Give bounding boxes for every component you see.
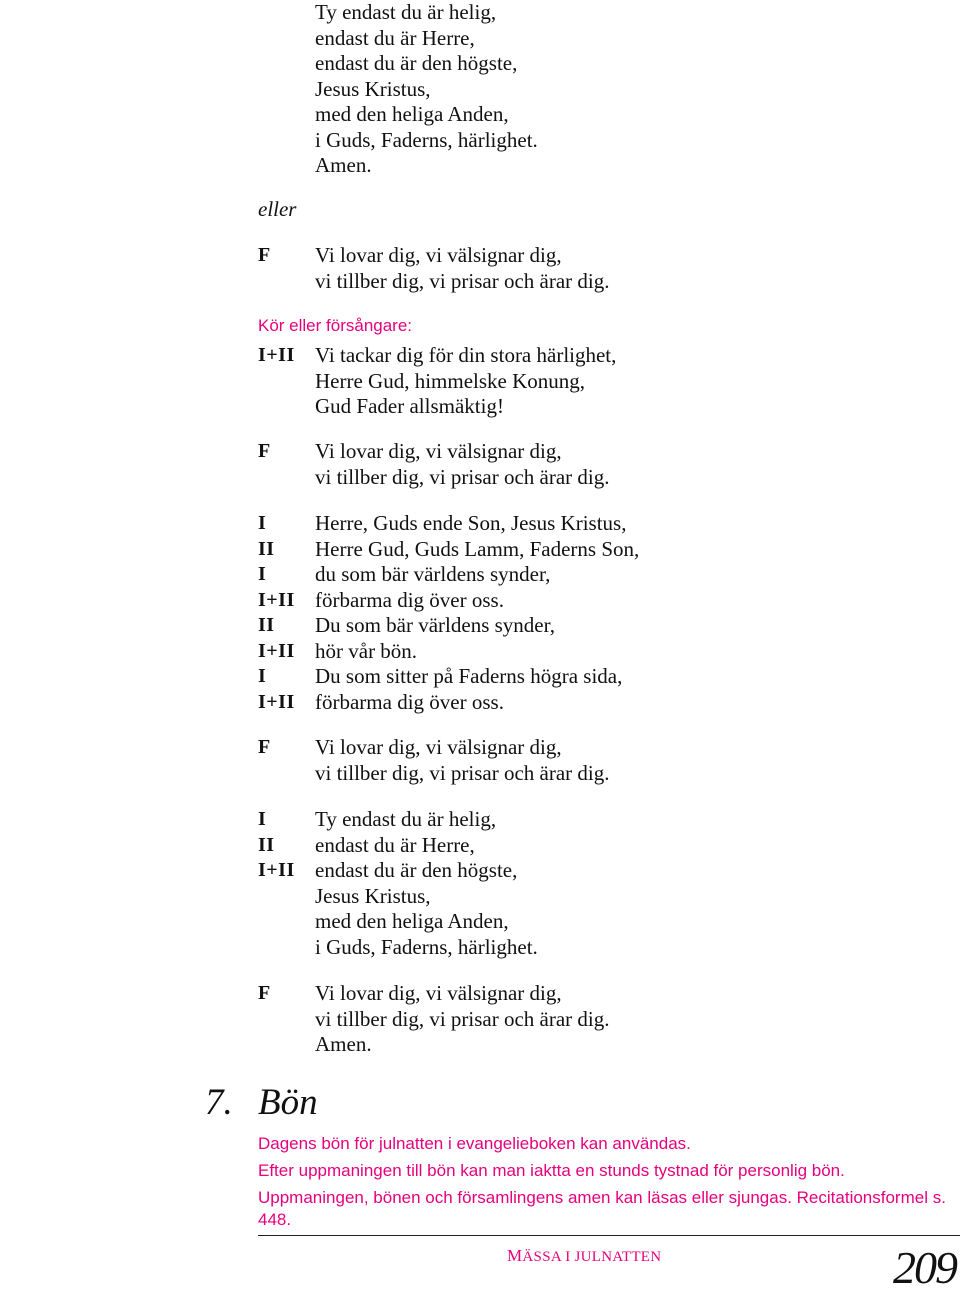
litany-line: förbarma dig över oss. (315, 689, 504, 714)
doxology-top-line: i Guds, Faderns, härlighet. (315, 127, 538, 152)
refrain-line: vi tillber dig, vi prisar och ärar dig. (315, 1006, 610, 1031)
choir-heading: Kör eller försångare: (258, 316, 413, 335)
voice-label: II (258, 537, 275, 560)
doxology-top-line: endast du är den högste, (315, 51, 518, 75)
running-footer-rest: ÄSSA I JULNATTEN (522, 1249, 662, 1265)
refrain-line: Vi lovar dig, vi välsignar dig, (315, 439, 562, 463)
section-number: 7. (205, 1082, 233, 1123)
refrain-line: vi tillber dig, vi prisar och ärar dig. (315, 464, 610, 489)
voice-label: I+II (258, 588, 295, 611)
voice-label: I (258, 665, 267, 687)
voice-label: I+II (258, 639, 295, 662)
doxology-line: Jesus Kristus, (315, 883, 431, 908)
litany-line: du som bär världens synder, (315, 562, 551, 586)
litany-line: Du som bär världens synder, (315, 613, 556, 637)
voice-label: II (258, 833, 275, 856)
rubric-text: Dagens bön för julnatten i evangelieboken kan användas. (258, 1134, 691, 1153)
voice-label: I+II (258, 344, 295, 366)
doxology-line: endast du är Herre, (315, 832, 475, 857)
thanks-line: Vi tackar dig för din stora härlighet, (315, 343, 617, 367)
refrain-line: Amen. (315, 1032, 372, 1056)
thanks-line: Herre Gud, himmelske Konung, (315, 368, 586, 393)
footer-rule (258, 1235, 960, 1236)
refrain-line: vi tillber dig, vi prisar och ärar dig. (315, 760, 610, 785)
voice-label: I (258, 808, 267, 830)
doxology-top-line: endast du är Herre, (315, 25, 475, 50)
doxology-line: i Guds, Faderns, härlighet. (315, 934, 538, 959)
alternative-marker: eller (258, 197, 297, 221)
doxology-line: med den heliga Anden, (315, 909, 509, 933)
refrain-line: Vi lovar dig, vi välsignar dig, (315, 735, 562, 759)
refrain-line: Vi lovar dig, vi välsignar dig, (315, 243, 562, 267)
doxology-line: Ty endast du är helig, (315, 807, 497, 831)
voice-label: F (258, 736, 271, 758)
voice-label: II (258, 614, 275, 636)
doxology-top-line: Ty endast du är helig, (315, 0, 497, 24)
doxology-top-line: Amen. (315, 153, 372, 177)
thanks-line: Gud Fader allsmäktig! (315, 394, 504, 418)
page-number: 209 (893, 1242, 956, 1293)
rubric-text: Uppmaningen, bönen och församlingens amen kan läsas eller sjungas. Recitationsformel s. 448. (258, 1188, 946, 1229)
refrain-line: Vi lovar dig, vi välsignar dig, (315, 981, 562, 1005)
doxology-line: endast du är den högste, (315, 858, 518, 882)
litany-line: Du som sitter på Faderns högra sida, (315, 664, 623, 688)
refrain-line: vi tillber dig, vi prisar och ärar dig. (315, 268, 610, 293)
voice-label: I+II (258, 690, 295, 713)
voice-label: I+II (258, 859, 295, 881)
doxology-top-line: Jesus Kristus, (315, 76, 431, 101)
litany-line: hör vår bön. (315, 638, 418, 663)
voice-label: F (258, 982, 271, 1004)
litany-line: Herre Gud, Guds Lamm, Faderns Son, (315, 536, 640, 561)
litany-line: förbarma dig över oss. (315, 587, 504, 612)
voice-label: F (258, 244, 271, 266)
litany-line: Herre, Guds ende Son, Jesus Kristus, (315, 511, 627, 535)
running-footer-initial: M (507, 1246, 523, 1265)
voice-label: I (258, 512, 267, 534)
doxology-top-line: med den heliga Anden, (315, 102, 509, 126)
running-footer (507, 1246, 661, 1267)
section-title: Bön (258, 1082, 318, 1123)
voice-label: F (258, 440, 271, 462)
rubric-text: Efter uppmaningen till bön kan man iaktta en stunds tystnad för personlig bön. (258, 1161, 845, 1180)
voice-label: I (258, 563, 267, 585)
